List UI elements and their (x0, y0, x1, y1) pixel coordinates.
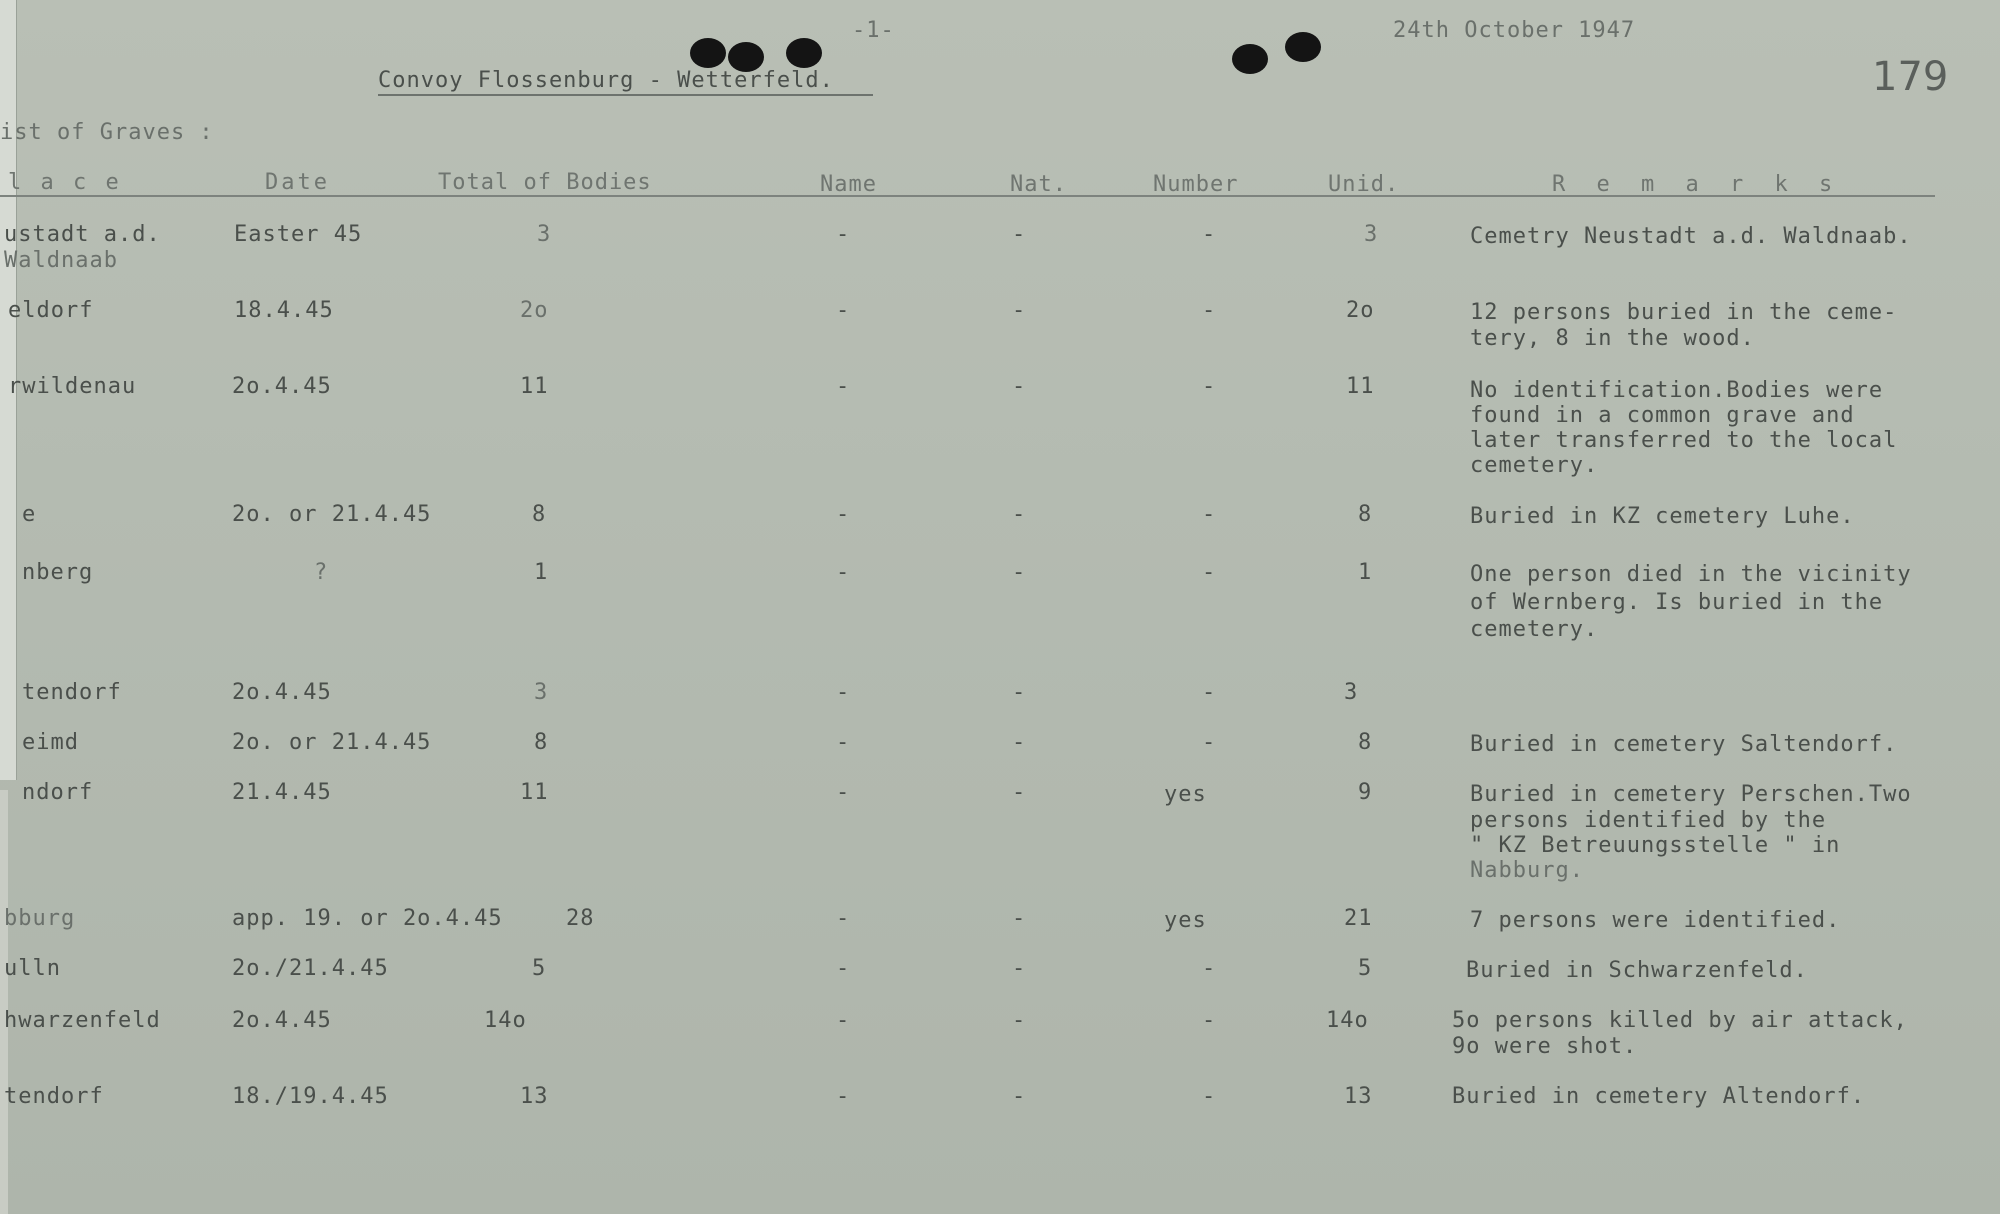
cell-name: - (836, 780, 851, 805)
cell-nat: - (1012, 1008, 1027, 1033)
cell-remarks-line: One person died in the vicinity (1470, 562, 1912, 587)
cell-total: 11 (520, 374, 549, 399)
column-header-name: Name (820, 172, 877, 197)
cell-name: - (836, 560, 851, 585)
cell-total: 8 (534, 730, 549, 755)
cell-remarks-line: Cemetry Neustadt a.d. Waldnaab. (1470, 224, 1912, 249)
cell-unid: 8 (1358, 730, 1373, 755)
cell-number: - (1202, 956, 1217, 981)
column-header-date: Date (265, 170, 330, 195)
cell-remarks-line: Buried in Schwarzenfeld. (1466, 958, 1808, 983)
cell-date: 18./19.4.45 (232, 1084, 389, 1109)
cell-nat: - (1012, 1084, 1027, 1109)
column-header-unid: Unid. (1328, 172, 1400, 197)
cell-remarks-line: Buried in cemetery Perschen.Two (1470, 782, 1912, 807)
cell-number: - (1202, 298, 1217, 323)
column-header-number: Number (1153, 172, 1239, 197)
cell-date: ? (314, 560, 329, 585)
cell-nat: - (1012, 374, 1027, 399)
punch-hole-icon (690, 38, 726, 68)
cell-total: 13 (520, 1084, 549, 1109)
cell-number: - (1202, 730, 1217, 755)
cell-place: bburg (4, 906, 76, 931)
cell-remarks-line: Nabburg. (1470, 858, 1584, 883)
cell-date: 2o. or 21.4.45 (232, 730, 432, 755)
cell-name: - (836, 298, 851, 323)
cell-remarks-line: Buried in cemetery Saltendorf. (1470, 732, 1898, 757)
cell-unid: 2o (1346, 298, 1375, 323)
cell-remarks-line: found in a common grave and (1470, 403, 1855, 428)
cell-remarks-line: 9o were shot. (1452, 1034, 1638, 1059)
punch-hole-icon (1285, 32, 1321, 62)
cell-number: - (1202, 1008, 1217, 1033)
cell-name: - (836, 502, 851, 527)
cell-remarks-line: " KZ Betreuungsstelle " in (1470, 833, 1841, 858)
cell-name: - (836, 730, 851, 755)
cell-remarks-line: of Wernberg. Is buried in the (1470, 590, 1884, 615)
cell-date: 18.4.45 (234, 298, 334, 323)
cell-unid: 14o (1326, 1008, 1369, 1033)
cell-total: 28 (566, 906, 595, 931)
cell-nat: - (1012, 298, 1027, 323)
cell-place-line2: Waldnaab (4, 248, 118, 273)
cell-unid: 5 (1358, 956, 1373, 981)
column-header-nat: Nat. (1010, 172, 1067, 197)
cell-remarks-line: 7 persons were identified. (1470, 908, 1841, 933)
cell-number: - (1202, 222, 1217, 247)
cell-number: - (1202, 560, 1217, 585)
cell-date: 21.4.45 (232, 780, 332, 805)
title-underline (378, 94, 873, 96)
cell-nat: - (1012, 222, 1027, 247)
cell-number: - (1202, 1084, 1217, 1109)
column-header-total: Total of Bodies (438, 170, 652, 195)
cell-remarks-line: 5o persons killed by air attack, (1452, 1008, 1908, 1033)
cell-place: eldorf (8, 298, 94, 323)
cell-nat: - (1012, 956, 1027, 981)
cell-date: 2o.4.45 (232, 680, 332, 705)
column-header-remarks: R e m a r k s (1552, 172, 1842, 197)
cell-place: ustadt a.d. (4, 222, 161, 247)
cell-number: - (1202, 374, 1217, 399)
cell-date: 2o. or 21.4.45 (232, 502, 432, 527)
cell-remarks-line: cemetery. (1470, 453, 1599, 478)
punch-hole-icon (786, 38, 822, 68)
document-title: Convoy Flossenburg - Wetterfeld. (378, 68, 834, 93)
page-marker: -1- (852, 18, 895, 43)
cell-unid: 3 (1364, 222, 1379, 247)
cell-total: 3 (534, 680, 549, 705)
cell-unid: 3 (1344, 680, 1359, 705)
cell-unid: 9 (1358, 780, 1373, 805)
cell-name: - (836, 1084, 851, 1109)
cell-remarks-line: later transferred to the local (1470, 428, 1898, 453)
cell-name: - (836, 1008, 851, 1033)
cell-total: 3 (537, 222, 552, 247)
cell-name: - (836, 956, 851, 981)
cell-unid: 1 (1358, 560, 1373, 585)
cell-remarks-line: No identification.Bodies were (1470, 378, 1884, 403)
cell-total: 2o (520, 298, 549, 323)
column-header-place: l a c e (8, 170, 122, 195)
cell-number: yes (1164, 908, 1207, 933)
cell-unid: 21 (1344, 906, 1373, 931)
cell-remarks-line: tery, 8 in the wood. (1470, 326, 1755, 351)
cell-number: - (1202, 680, 1217, 705)
cell-date: 2o./21.4.45 (232, 956, 389, 981)
cell-nat: - (1012, 780, 1027, 805)
list-title: ist of Graves : (0, 120, 214, 145)
cell-name: - (836, 906, 851, 931)
cell-total: 8 (532, 502, 547, 527)
cell-nat: - (1012, 680, 1027, 705)
cell-place: nberg (22, 560, 94, 585)
cell-number: - (1202, 502, 1217, 527)
document-date: 24th October 1947 (1393, 18, 1636, 43)
cell-number: yes (1164, 782, 1207, 807)
cell-place: tendorf (22, 680, 122, 705)
header-rule (0, 195, 1935, 197)
cell-total: 1 (534, 560, 549, 585)
cell-place: eimd (22, 730, 79, 755)
cell-remarks-line: 12 persons buried in the ceme- (1470, 300, 1898, 325)
cell-place: e (22, 502, 37, 527)
cell-total: 14o (484, 1008, 527, 1033)
cell-unid: 13 (1344, 1084, 1373, 1109)
page-number: 179 (1872, 54, 1949, 100)
cell-remarks-line: persons identified by the (1470, 808, 1827, 833)
cell-remarks-line: Buried in KZ cemetery Luhe. (1470, 504, 1855, 529)
cell-nat: - (1012, 906, 1027, 931)
cell-place: rwildenau (8, 374, 137, 399)
cell-place: ulln (4, 956, 61, 981)
cell-total: 5 (532, 956, 547, 981)
cell-nat: - (1012, 730, 1027, 755)
cell-date: 2o.4.45 (232, 1008, 332, 1033)
cell-date: Easter 45 (234, 222, 363, 247)
cell-total: 11 (520, 780, 549, 805)
cell-place: ndorf (22, 780, 94, 805)
cell-nat: - (1012, 502, 1027, 527)
cell-name: - (836, 374, 851, 399)
cell-remarks-line: cemetery. (1470, 617, 1599, 642)
cell-date: 2o.4.45 (232, 374, 332, 399)
cell-place: hwarzenfeld (4, 1008, 161, 1033)
cell-unid: 8 (1358, 502, 1373, 527)
cell-remarks-line: Buried in cemetery Altendorf. (1452, 1084, 1866, 1109)
punch-hole-icon (1232, 44, 1268, 74)
cell-name: - (836, 222, 851, 247)
paper-edge-lower (0, 790, 8, 1214)
cell-nat: - (1012, 560, 1027, 585)
cell-unid: 11 (1346, 374, 1375, 399)
cell-place: tendorf (4, 1084, 104, 1109)
cell-date: app. 19. or 2o.4.45 (232, 906, 503, 931)
cell-name: - (836, 680, 851, 705)
